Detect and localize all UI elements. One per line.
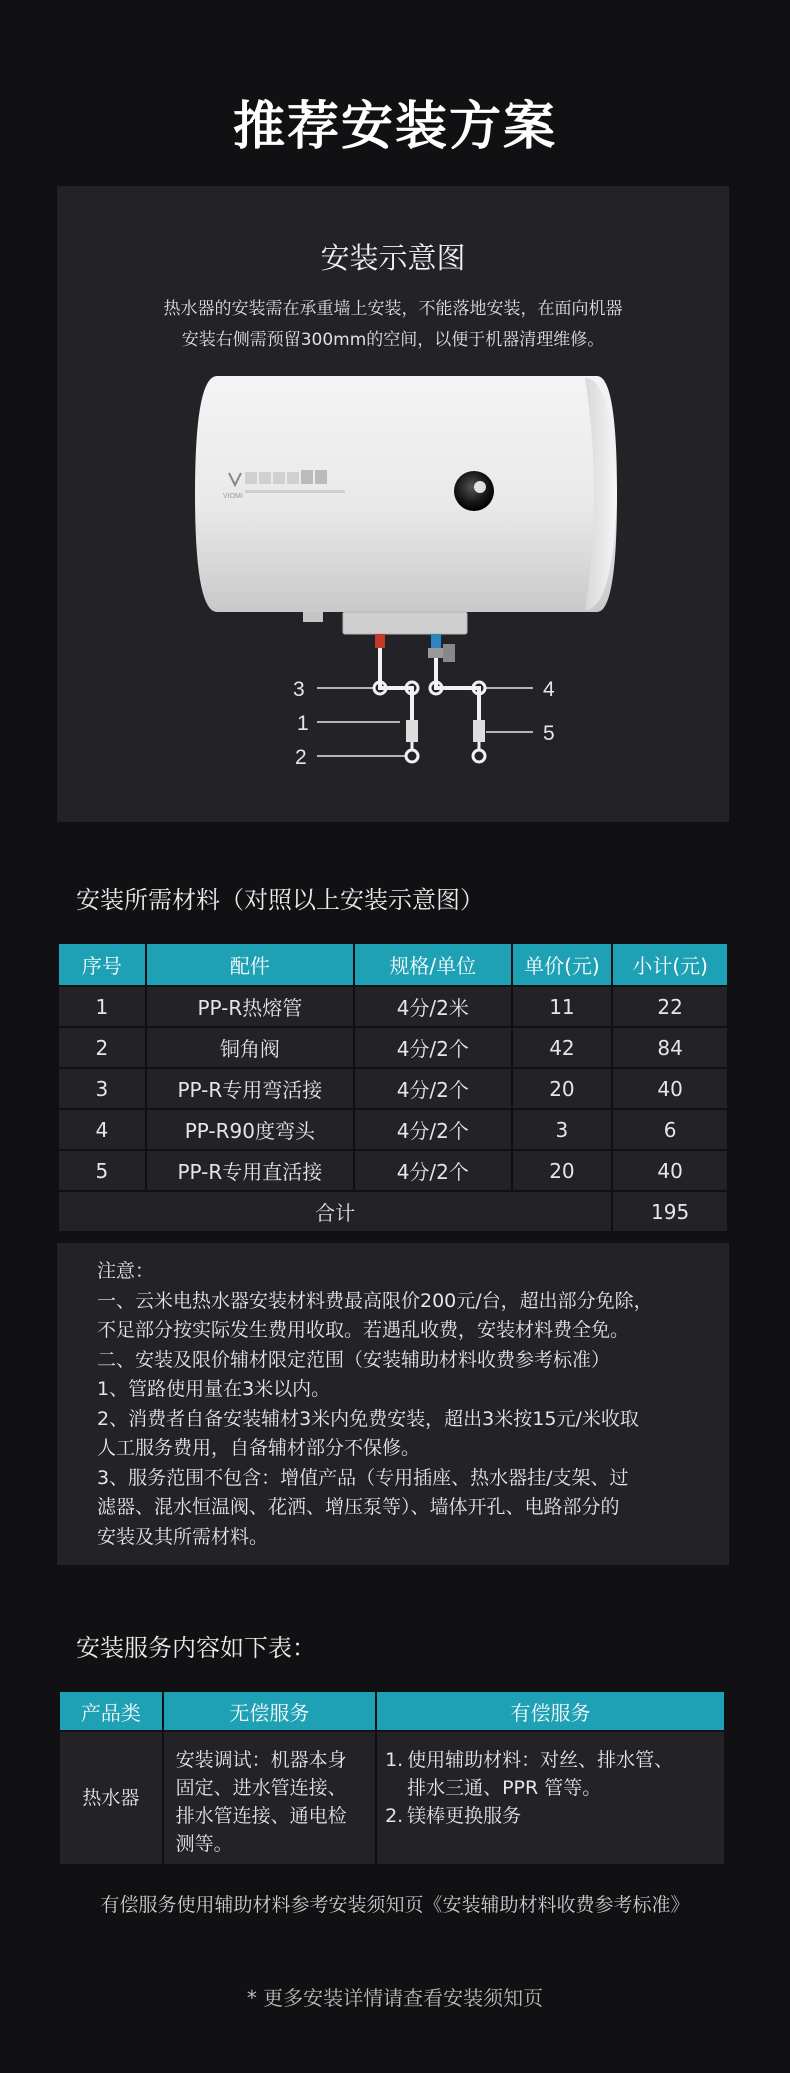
table-row bbox=[58, 1027, 728, 1068]
table-cell: PP-R90度弯头 bbox=[146, 1109, 354, 1150]
diagram-desc-line: 热水器的安装需在承重墙上安装，不能落地安装，在面向机器 bbox=[163, 299, 623, 319]
free-line: 固定、进水管连接、 bbox=[175, 1777, 347, 1799]
table-cell: 20 bbox=[512, 1068, 613, 1109]
paid-line: 排水三通、PPR 管等。 bbox=[407, 1777, 602, 1799]
table-cell: 11 bbox=[512, 986, 613, 1027]
service-footnote: 有偿服务使用辅助材料参考安装须知页《安装辅助材料收费参考标准》 bbox=[100, 1894, 690, 1916]
table-header: 配件 bbox=[146, 943, 354, 986]
service-header-row bbox=[59, 1691, 725, 1731]
table-cell: 40 bbox=[612, 1150, 728, 1191]
table-cell: 4分/2个 bbox=[354, 1068, 512, 1109]
paid-item-number: 1. bbox=[385, 1749, 404, 1771]
table-cell: 4分/2米 bbox=[354, 986, 512, 1027]
paid-item bbox=[385, 1802, 714, 1830]
table-cell: 5 bbox=[58, 1150, 146, 1191]
paid-item bbox=[385, 1746, 714, 1802]
diagram-description bbox=[97, 294, 689, 356]
table-cell: 20 bbox=[512, 1150, 613, 1191]
diagram-label-2: 2 bbox=[295, 746, 307, 769]
notes-line: 1、管路使用量在3米以内。 bbox=[97, 1378, 331, 1400]
bottom-note: * 更多安装详情请查看安装须知页 bbox=[246, 1986, 544, 2010]
product-cell: 热水器 bbox=[59, 1731, 163, 1865]
notes-line: 不足部分按实际发生费用收取。若遇乱收费，安装材料费全免。 bbox=[97, 1319, 630, 1341]
table-header: 单价(元) bbox=[512, 943, 613, 986]
table-cell: PP-R专用直活接 bbox=[146, 1150, 354, 1191]
table-cell: 4分/2个 bbox=[354, 1109, 512, 1150]
materials-header-row bbox=[58, 943, 728, 986]
table-header: 序号 bbox=[58, 943, 146, 986]
table-cell: 3 bbox=[58, 1068, 146, 1109]
table-header: 小计(元) bbox=[612, 943, 728, 986]
notes-text bbox=[97, 1257, 703, 1552]
free-line: 测等。 bbox=[175, 1833, 233, 1855]
install-diagram-panel bbox=[57, 186, 729, 822]
table-cell: 6 bbox=[612, 1109, 728, 1150]
paid-service-cell bbox=[376, 1731, 725, 1865]
table-cell: 铜角阀 bbox=[146, 1027, 354, 1068]
table-cell: PP-R热熔管 bbox=[146, 986, 354, 1027]
diagram-desc-line: 安装右侧需预留300mm的空间，以便于机器清理维修。 bbox=[181, 330, 605, 350]
diagram-label-4: 4 bbox=[543, 678, 555, 701]
table-row bbox=[58, 1150, 728, 1191]
table-cell: 1 bbox=[58, 986, 146, 1027]
table-cell: 22 bbox=[612, 986, 728, 1027]
diagram-label-3: 3 bbox=[293, 678, 305, 701]
notes-line: 滤器、混水恒温阀、花洒、增压泵等）、墙体开孔、电路部分的 bbox=[97, 1496, 620, 1518]
free-line: 安装调试：机器本身 bbox=[175, 1749, 347, 1771]
service-table bbox=[58, 1690, 726, 1866]
table-header: 产品类 bbox=[59, 1691, 163, 1731]
notes-line: 2、消费者自备安装辅材3米内免费安装，超出3米按15元/米收取 bbox=[97, 1407, 639, 1430]
table-cell: 4分/2个 bbox=[354, 1027, 512, 1068]
table-cell: 4分/2个 bbox=[354, 1150, 512, 1191]
page-title: 推荐安装方案 bbox=[232, 97, 557, 157]
table-header: 有偿服务 bbox=[376, 1691, 725, 1731]
svg-text:VIOMI: VIOMI bbox=[223, 493, 243, 500]
table-cell: 3 bbox=[512, 1109, 613, 1150]
service-section-title: 安装服务内容如下表： bbox=[76, 1634, 316, 1662]
water-heater-illustration bbox=[57, 376, 729, 796]
notes-line: 人工服务费用，自备辅材部分不保修。 bbox=[97, 1437, 421, 1459]
table-row bbox=[58, 1068, 728, 1109]
table-row bbox=[58, 986, 728, 1027]
notes-line: 二、安装及限价辅材限定范围（安装辅助材料收费参考标准） bbox=[97, 1348, 611, 1371]
table-cell: 84 bbox=[612, 1027, 728, 1068]
paid-line: 使用辅助材料：对丝、排水管、 bbox=[407, 1749, 674, 1771]
materials-section-title: 安装所需材料（对照以上安装示意图） bbox=[76, 886, 484, 914]
notes-line: 一、云米电热水器安装材料费最高限价200元/台，超出部分免除， bbox=[97, 1289, 653, 1312]
table-cell: PP-R专用弯活接 bbox=[146, 1068, 354, 1109]
notes-line: 注意： bbox=[97, 1260, 155, 1282]
free-service-cell bbox=[163, 1731, 376, 1865]
paid-item-number: 2. bbox=[385, 1805, 404, 1827]
diagram-label-5: 5 bbox=[543, 722, 555, 745]
table-header: 规格/单位 bbox=[354, 943, 512, 986]
notes-line: 3、服务范围不包含：增值产品（专用插座、热水器挂/支架、过 bbox=[97, 1466, 629, 1489]
diagram-title: 安装示意图 bbox=[320, 241, 466, 275]
table-row bbox=[59, 1731, 725, 1865]
total-value: 195 bbox=[612, 1191, 728, 1232]
table-row bbox=[58, 1109, 728, 1150]
table-header: 无偿服务 bbox=[163, 1691, 376, 1731]
control-knob-icon bbox=[454, 471, 494, 511]
table-cell: 40 bbox=[612, 1068, 728, 1109]
total-row bbox=[58, 1191, 728, 1232]
free-line: 排水管连接、通电检 bbox=[175, 1805, 347, 1827]
table-cell: 42 bbox=[512, 1027, 613, 1068]
table-cell: 2 bbox=[58, 1027, 146, 1068]
table-cell: 4 bbox=[58, 1109, 146, 1150]
materials-table bbox=[57, 942, 729, 1233]
notes-line: 安装及其所需材料。 bbox=[97, 1525, 269, 1548]
paid-line: 镁棒更换服务 bbox=[407, 1805, 522, 1827]
total-label: 合计 bbox=[58, 1191, 612, 1232]
diagram-label-1: 1 bbox=[297, 712, 309, 735]
notes-box bbox=[57, 1243, 729, 1565]
